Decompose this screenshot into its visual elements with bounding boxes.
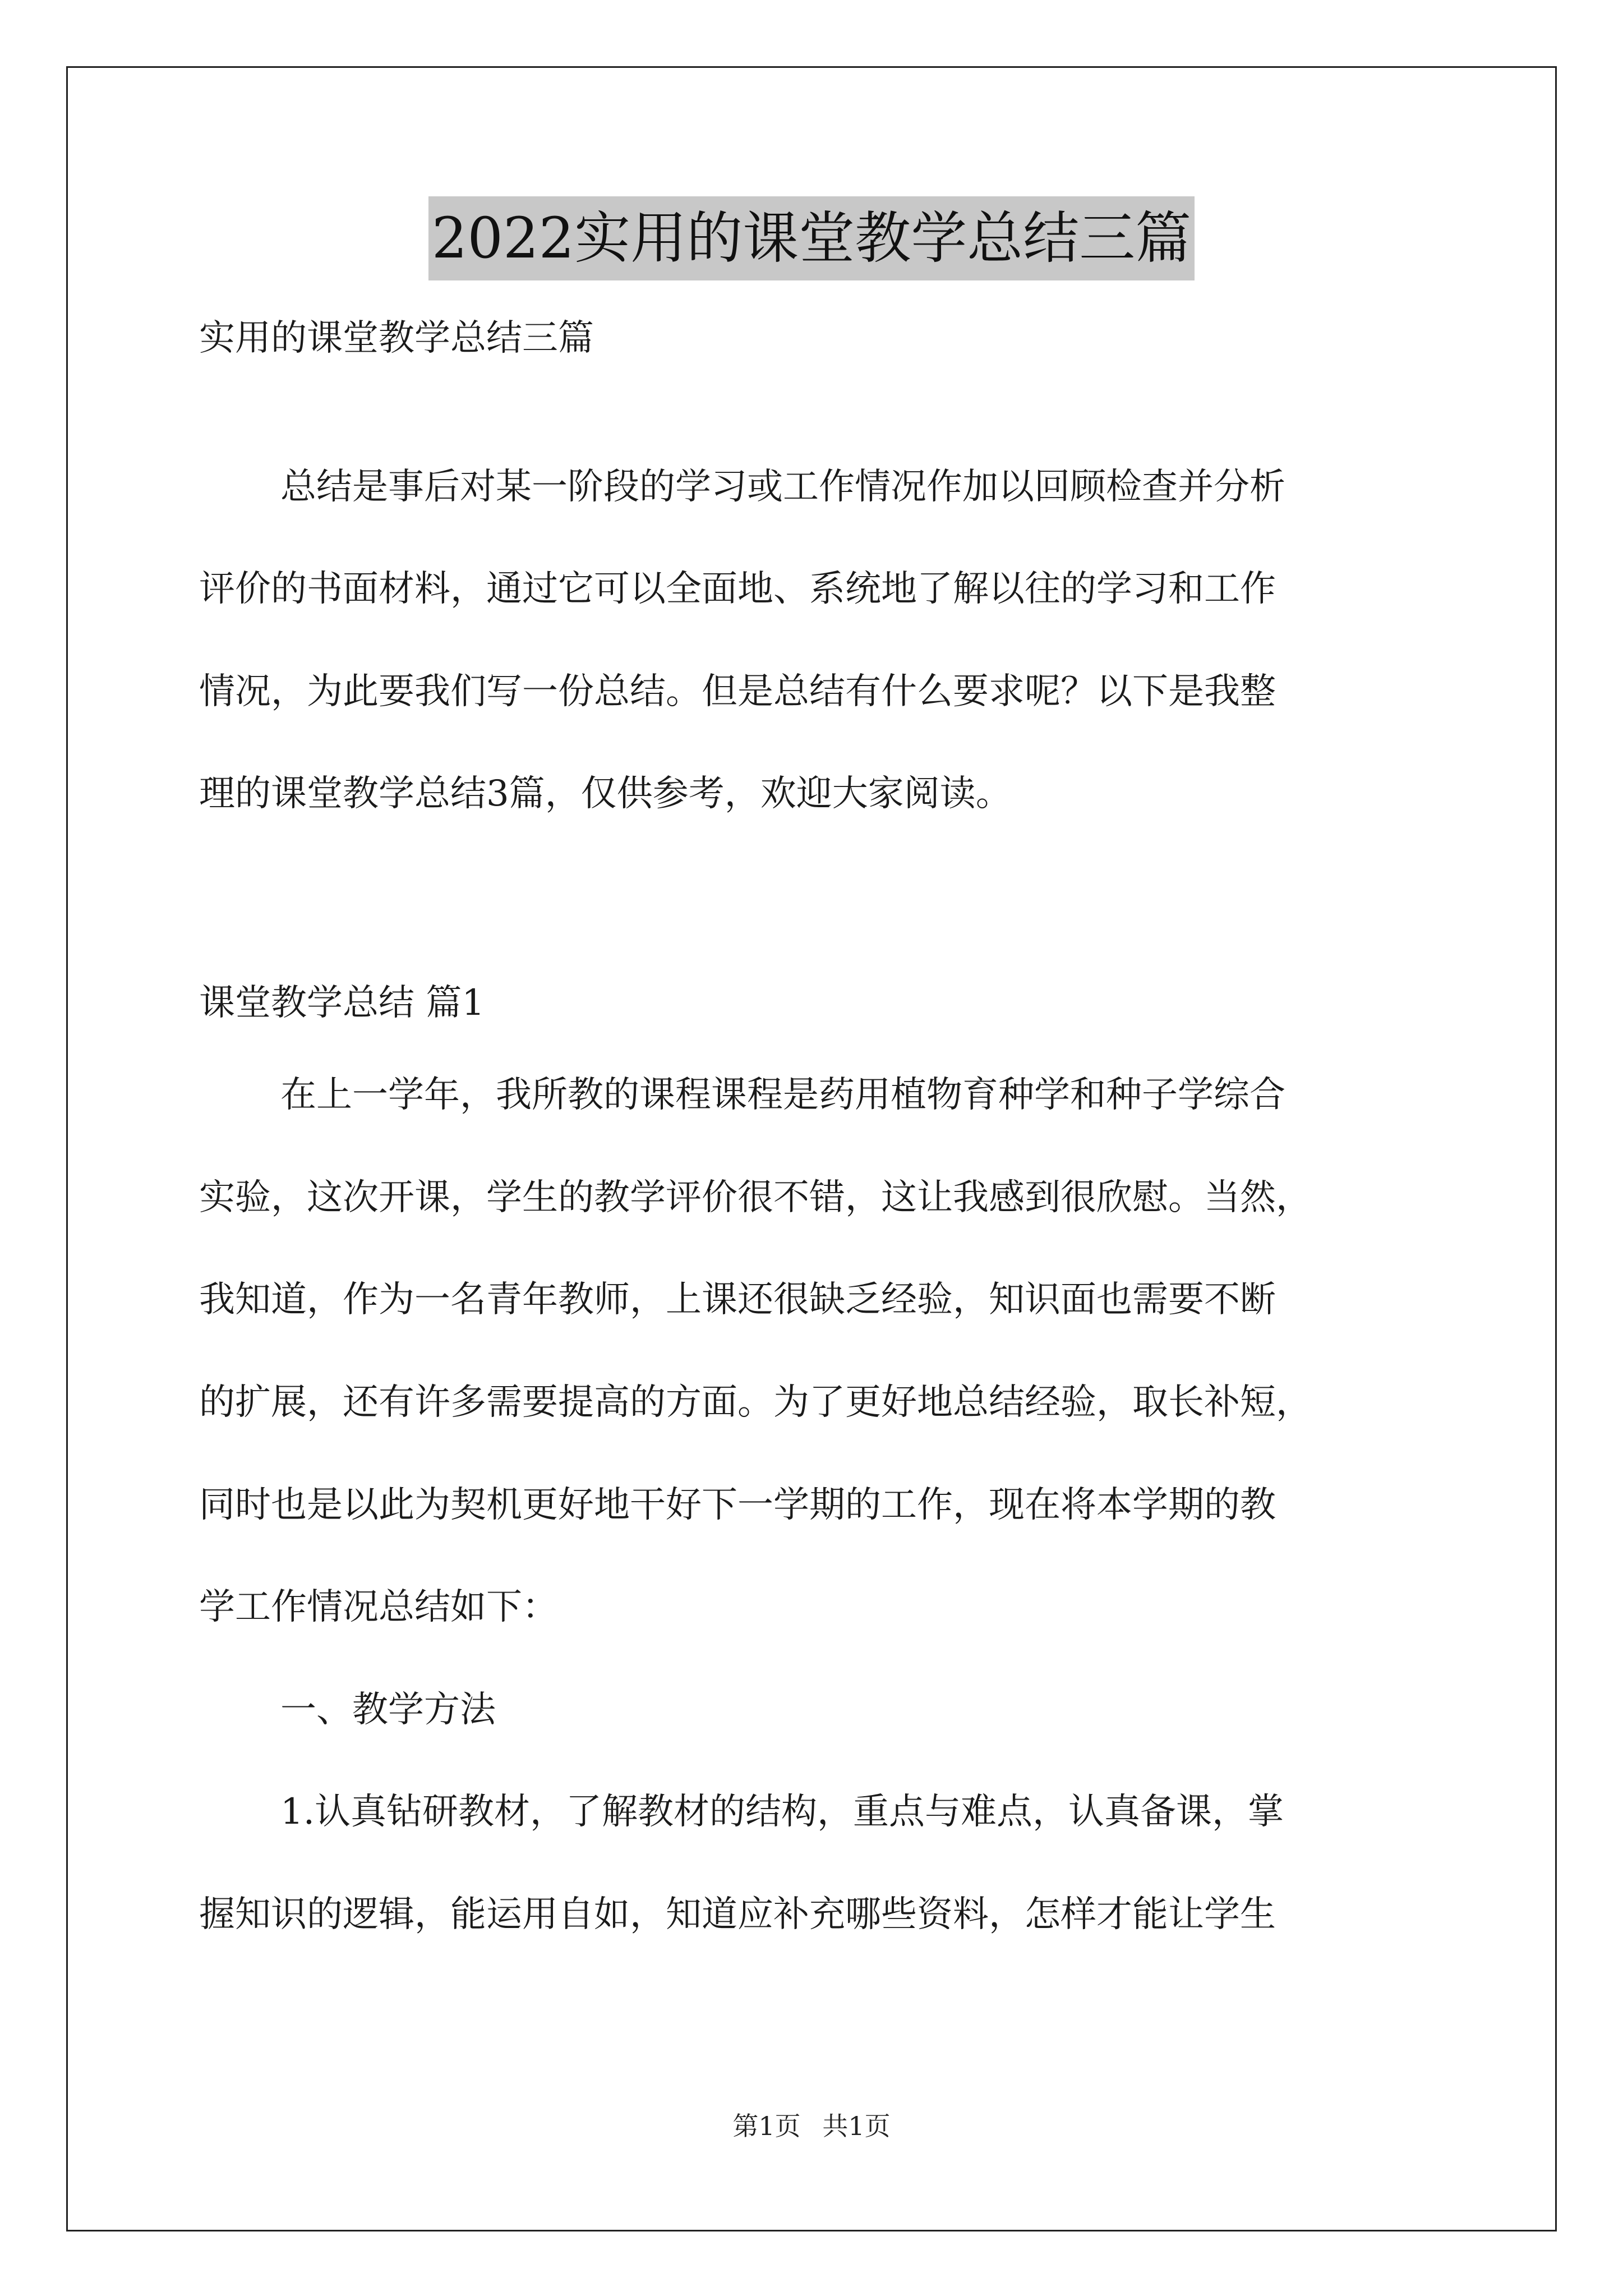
body-line: 理的课堂教学总结3篇，仅供参考，欢迎大家阅读。 — [199, 773, 1012, 815]
body-line: 总结是事后对某一阶段的学习或工作情况作加以回顾检查并分析 — [280, 466, 1285, 508]
body-line: 评价的书面材料，通过它可以全面地、系统地了解以往的学习和工作 — [199, 568, 1276, 610]
subsection-heading: 一、教学方法 — [280, 1689, 496, 1731]
body-line: 我知道，作为一名青年教师，上课还很缺乏经验，知识面也需要不断 — [199, 1279, 1276, 1320]
body-line: 握知识的逻辑，能运用自如，知道应补充哪些资料，怎样才能让学生 — [199, 1894, 1276, 1935]
page-footer — [0, 2109, 1623, 2143]
body-line: 的扩展，还有许多需要提高的方面。为了更好地总结经验，取长补短， — [199, 1382, 1312, 1423]
body-line: 1.认真钻研教材，了解教材的结构，重点与难点，认真备课，掌 — [280, 1791, 1284, 1833]
document-title: 2022实用的课堂教学总结三篇 — [428, 196, 1195, 280]
body-line: 在上一学年，我所教的课程课程是药用植物育种学和种子学综合 — [280, 1074, 1285, 1116]
title-wrap — [0, 196, 1623, 280]
page-total: 共1页 — [822, 2111, 891, 2141]
subtitle-line: 实用的课堂教学总结三篇 — [199, 318, 594, 359]
body-line: 情况，为此要我们写一份总结。但是总结有什么要求呢？以下是我整 — [199, 671, 1276, 712]
body-line: 同时也是以此为契机更好地干好下一学期的工作，现在将本学期的教 — [199, 1484, 1276, 1526]
body-line: 实验，这次开课，学生的教学评价很不错，这让我感到很欣慰。当然， — [199, 1177, 1312, 1218]
section-heading: 课堂教学总结 篇1 — [199, 982, 485, 1024]
page-number: 第1页 — [732, 2111, 801, 2141]
body-line: 学工作情况总结如下： — [199, 1586, 558, 1628]
